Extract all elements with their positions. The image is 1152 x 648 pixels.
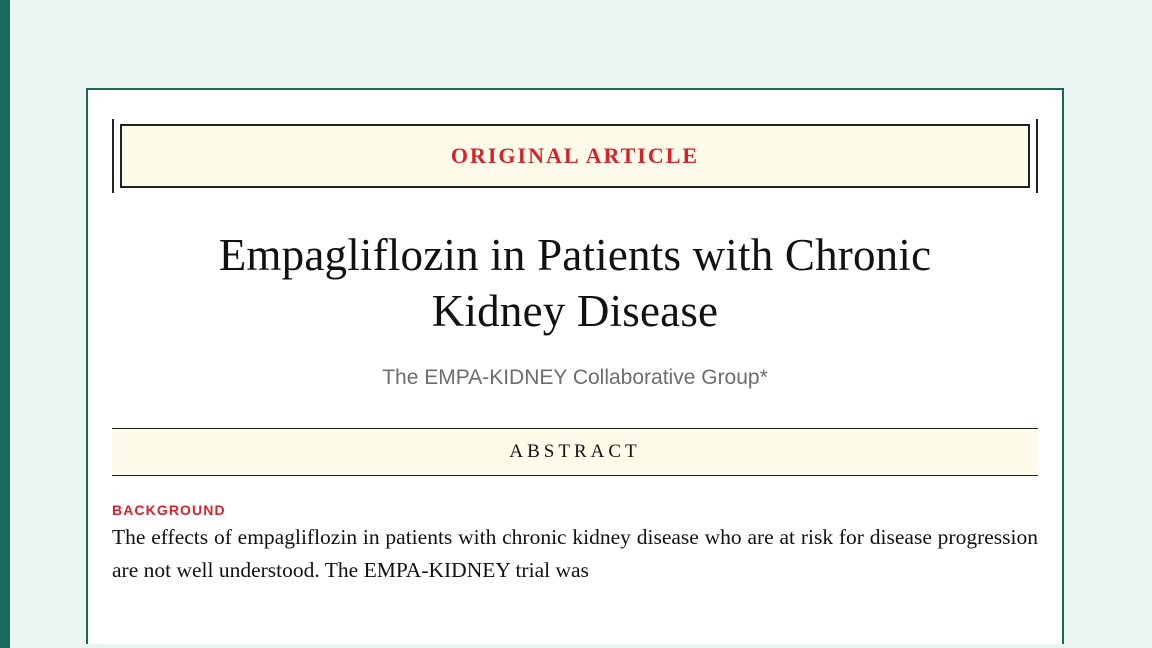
abstract-header-bar bbox=[112, 428, 1038, 476]
original-article-kicker: ORIGINAL ARTICLE bbox=[450, 143, 700, 168]
original-article-banner-box bbox=[120, 124, 1030, 188]
author-byline: The EMPA-KIDNEY Collaborative Group* bbox=[382, 365, 768, 389]
original-article-banner bbox=[112, 119, 1038, 193]
left-accent-strip bbox=[0, 0, 10, 648]
page-title: Empagliflozin in Patients with Chronic Kidney Disease bbox=[218, 230, 932, 337]
article-page bbox=[86, 88, 1064, 644]
section-heading-background: BACKGROUND bbox=[112, 501, 226, 518]
section-body-background: The effects of empagliflozin in patients with chronic kidney disease who are at risk for disease progression are not well understood. The EMPA-KIDNEY trial was bbox=[112, 524, 1038, 583]
page-content bbox=[88, 119, 1062, 588]
abstract-label: ABSTRACT bbox=[509, 440, 641, 462]
